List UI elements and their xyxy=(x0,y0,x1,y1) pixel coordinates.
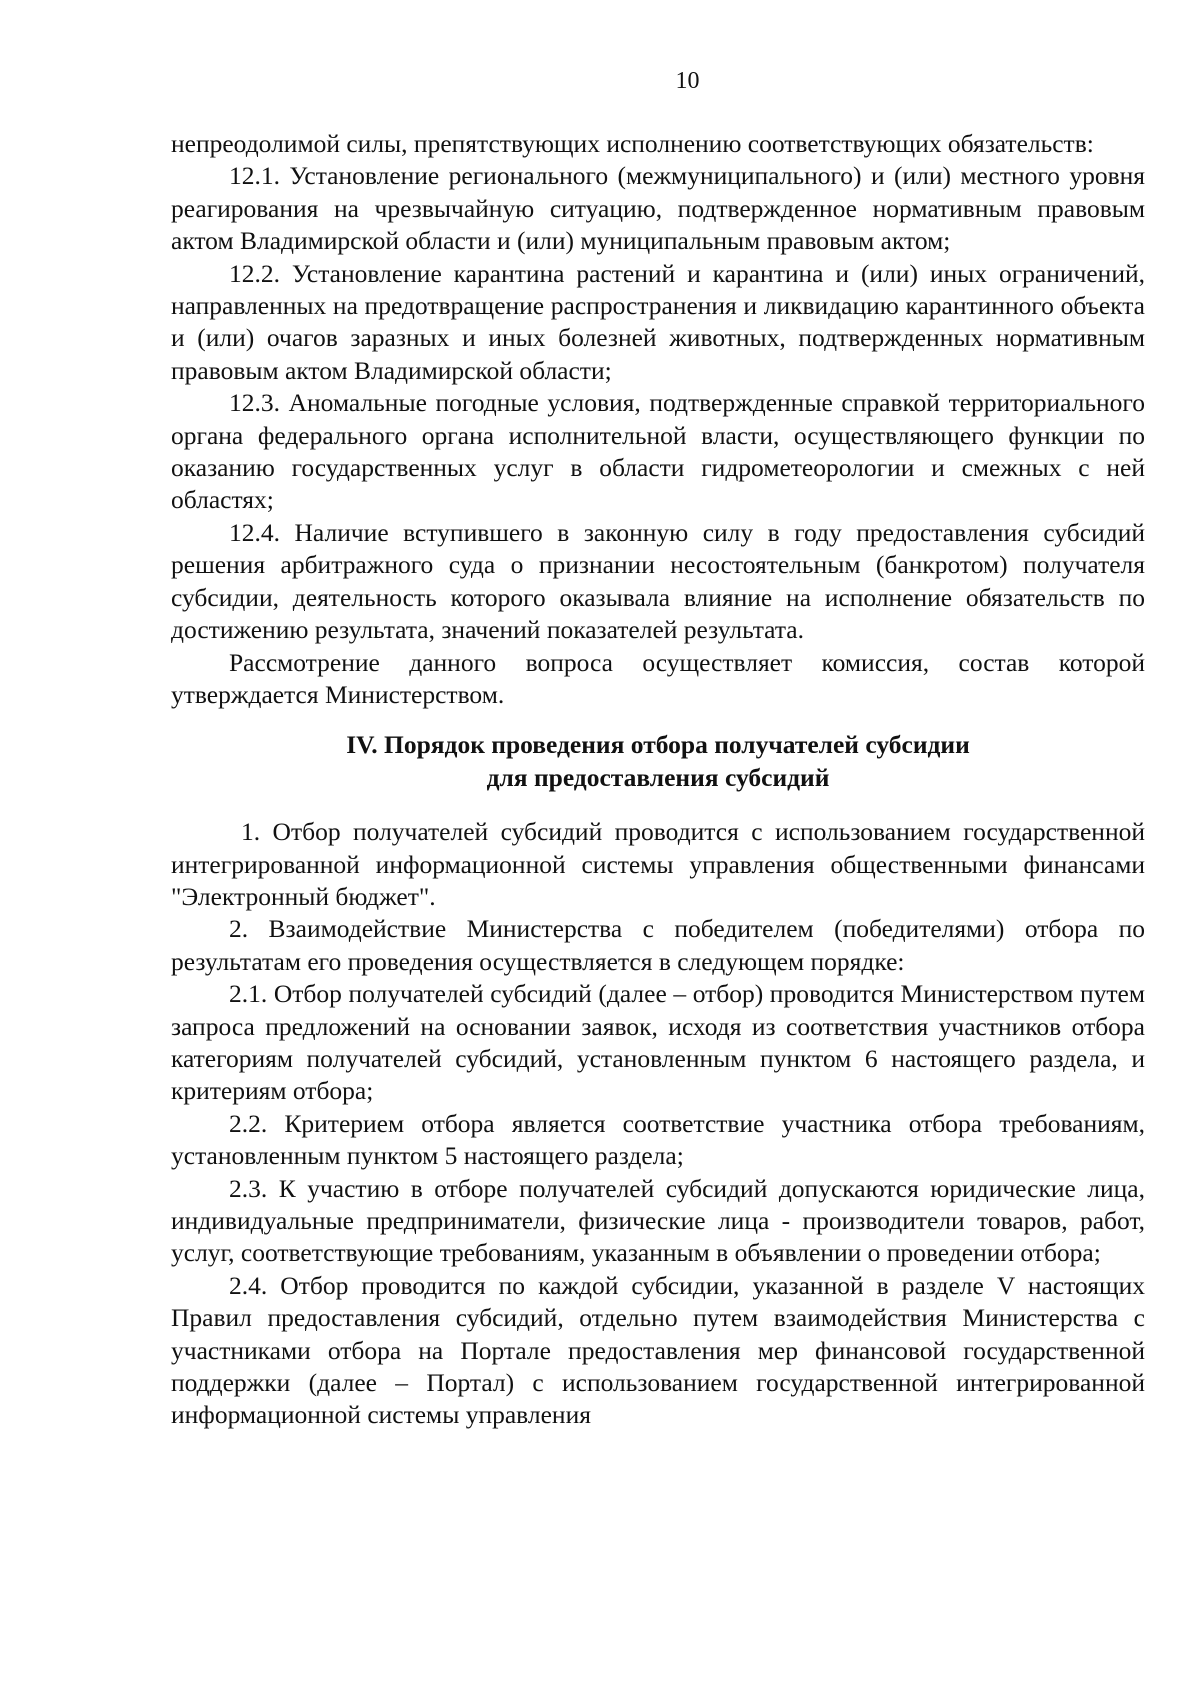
section-title xyxy=(171,729,1145,794)
paragraph-2-1: 2.1. Отбор получателей субсидий (далее – отбор) проводится Министерством путем запроса предложений на основании заявок, исходя из соответствия участников отбора категориям получателей субсидий, установленным пунктом 6 настоящего раздела, и критериям отбора; xyxy=(171,979,1145,1106)
paragraph-1: 1. Отбор получателей субсидий проводится с использованием государственной интегрированной информационной системы управления общественными финансами "Электронный бюджет". xyxy=(171,817,1145,911)
paragraph-2-2: 2.2. Критерием отбора является соответствие участника отбора требованиям, установленным пунктом 5 настоящего раздела; xyxy=(171,1108,1145,1171)
paragraph-2: 2. Взаимодействие Министерства с победителем (победителями) отбора по результатам его проведения осуществляется в следующем порядке: xyxy=(171,914,1145,976)
paragraph-continuation: непреодолимой силы, препятствующих исполнению соответствующих обязательств: xyxy=(171,129,1094,158)
section-title-line-2: для предоставления субсидий xyxy=(486,762,830,792)
paragraph-2-3: 2.3. К участию в отборе получателей субсидий допускаются юридические лица, индивидуальные предприниматели, физические лица - производители товаров, работ, услуг, соответствующие требованиям, указанным в объявлении о проведении отбора; xyxy=(171,1173,1145,1268)
paragraph-12-2: 12.2. Установление карантина растений и карантина и (или) иных ограничений, направленных на предотвращение распространения и ликвидацию карантинного объекта и (или) очагов заразных и иных болезней животных, подтвержденных нормативным правовым актом Владимирской области; xyxy=(171,258,1145,385)
paragraph-2-4: 2.4. Отбор проводится по каждой субсидии, указанной в разделе V настоящих Правил предоставления субсидий, отдельно путем взаимодействия Министерства с участниками отбора на Портале предоставления мер финансовой государственной поддержки (далее – Портал) с использованием государственной интегрированной информационной системы управления xyxy=(171,1270,1145,1430)
paragraph-12-4: 12.4. Наличие вступившего в законную силу в году предоставления субсидий решения арбитражного суда о признании несостоятельным (банкротом) получателя субсидии, деятельность которого оказывала влияние на исполнение обязательств по достижению результата, значений показателей результата. xyxy=(171,517,1145,645)
paragraph-commission: Рассмотрение данного вопроса осуществляет комиссия, состав которой утверждается Министерством. xyxy=(171,647,1145,709)
paragraph-12-1: 12.1. Установление регионального (межмуниципального) и (или) местного уровня реагирования на чрезвычайную ситуацию, подтвержденное нормативным правовым актом Владимирской области и (или) муниципальным правовым актом; xyxy=(171,161,1145,256)
section-title-line-1: IV. Порядок проведения отбора получателей субсидии xyxy=(346,730,970,760)
document-body xyxy=(171,128,1145,1432)
page-number: 10 xyxy=(675,68,700,94)
paragraph-12-3: 12.3. Аномальные погодные условия, подтвержденные справкой территориального органа федерального органа исполнительной власти, осуществляющего функции по оказанию государственных услуг в области гидрометеорологии и смежных с ней областях; xyxy=(171,388,1145,515)
